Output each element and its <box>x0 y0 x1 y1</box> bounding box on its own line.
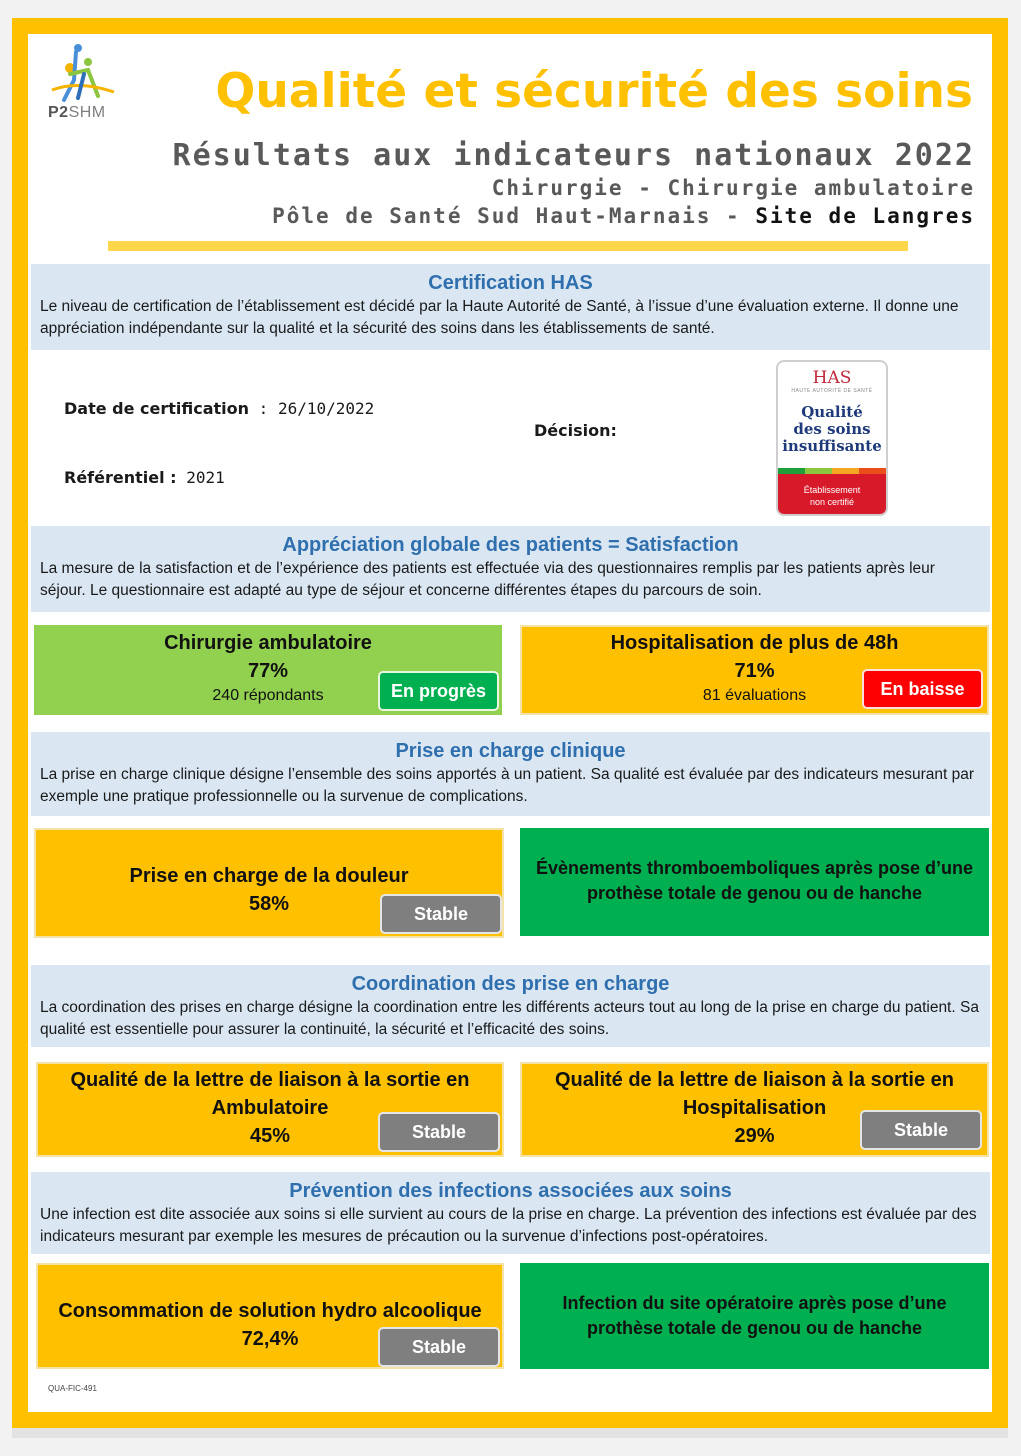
card-douleur <box>34 828 504 938</box>
card-title-line2: Ambulatoire <box>211 1097 329 1119</box>
card-infection-site-operatoire <box>520 1263 989 1369</box>
card-chirurgie-ambulatoire <box>34 625 502 715</box>
status-badge: Stable <box>378 1327 500 1367</box>
coordination-heading: Coordination des prise en charge <box>351 973 670 995</box>
decision-label: Décision: <box>534 421 617 440</box>
document-code: QUA-FIC-491 <box>48 1384 97 1393</box>
card-title: Consommation de solution hydro alcoolique <box>58 1300 482 1322</box>
logo-text: P2SHM <box>48 104 106 121</box>
card-thromboemboliques <box>520 828 989 936</box>
clinique-text: La prise en charge clinique désigne l’ensemble des soins apportés à un patient. Sa qualité est évaluée par des indicateurs mesurant par exemple une pratique professionnelle ou la survenue de complications. <box>40 766 975 805</box>
card-title: Évènements thromboemboliques après pose d’une prothèse totale de genou ou de hanche <box>535 858 974 903</box>
coordination-section <box>31 965 990 1047</box>
has-logo: HAS <box>812 368 852 388</box>
has-certification-badge <box>776 360 888 516</box>
card-hospitalisation-48h <box>520 625 989 715</box>
card-title: Prise en charge de la douleur <box>129 865 409 887</box>
has-logo-subtitle: HAUTE AUTORITÉ DE SANTÉ <box>791 388 873 394</box>
status-badge: En baisse <box>862 669 983 709</box>
specialty-line: Chirurgie - Chirurgie ambulatoire <box>491 176 975 200</box>
card-lettre-ambulatoire <box>36 1062 504 1157</box>
card-solution-hydro-alcoolique <box>36 1263 504 1369</box>
establishment-line: Pôle de Santé Sud Haut-Marnais - Site de Langres <box>272 204 975 228</box>
infections-heading: Prévention des infections associées aux soins <box>289 1180 732 1202</box>
status-badge: Stable <box>380 894 502 934</box>
card-value: 77% <box>247 660 289 682</box>
card-title-line2: Hospitalisation <box>682 1097 827 1119</box>
status-badge: En progrès <box>378 671 499 711</box>
card-lettre-hospitalisation <box>520 1062 989 1157</box>
status-badge: Stable <box>378 1112 500 1152</box>
header-divider <box>108 241 908 251</box>
site-name: Site de Langres <box>755 204 975 228</box>
card-title-line1: Qualité de la lettre de liaison à la sortie en <box>554 1069 955 1091</box>
has-decision-text: Qualité des soins insuffisante <box>782 403 882 455</box>
card-title: Infection du site opératoire après pose d’une prothèse totale de genou ou de hanche <box>562 1293 947 1338</box>
coordination-text: La coordination des prises en charge désigne la coordination entre les différents acteurs tout au long de la prise en charge du patient. Sa qualité est essentielle pour assurer la continuité, la sécurité et l’efficacité des soins. <box>40 999 979 1038</box>
infections-text: Une infection est dite associée aux soins si elle survient au cours de la prise en charge. La prévention des infections est évaluée par des indicateurs mesurant par exemple les mesures de précaution ou la survenue d’infections post-opératoires. <box>40 1206 977 1245</box>
card-title: Hospitalisation de plus de 48h <box>610 632 899 654</box>
card-sub: 240 répondants <box>212 687 324 704</box>
page-shadow <box>12 1428 1008 1438</box>
card-sub: 81 évaluations <box>702 687 807 704</box>
certification-text: Le niveau de certification de l’établissement est décidé par la Haute Autorité de Santé, à l’issue d’une évaluation externe. Il donne une appréciation indépendante sur la qualité et la sécurité des soins dans les établissements de santé. <box>40 298 959 337</box>
clinique-heading: Prise en charge clinique <box>395 740 626 762</box>
page-title: Qualité et sécurité des soins <box>215 64 973 119</box>
infections-section <box>31 1172 990 1254</box>
card-value: 71% <box>734 660 775 682</box>
card-title: Chirurgie ambulatoire <box>164 632 372 654</box>
certification-referentiel: Référentiel : 2021 <box>64 468 225 487</box>
page-subtitle: Résultats aux indicateurs nationaux 2022 <box>172 138 975 173</box>
status-badge: Stable <box>860 1110 982 1150</box>
card-title-line1: Qualité de la lettre de liaison à la sortie en <box>70 1069 470 1091</box>
satisfaction-section <box>31 526 990 612</box>
certification-section <box>31 264 990 350</box>
card-value: 72,4% <box>241 1328 299 1350</box>
card-value: 45% <box>249 1125 291 1147</box>
card-value: 58% <box>248 893 290 915</box>
satisfaction-text: La mesure de la satisfaction et de l’expérience des patients est effectuée via des questionnaires remplis par les patients après leur séjour. Le questionnaire est adapté au type de séjour et concerne différentes étapes du parcours de soin. <box>40 560 935 599</box>
has-status-footer: Établissement non certifié <box>778 474 886 516</box>
certification-date: Date de certification : 26/10/2022 <box>64 399 375 418</box>
clinique-section <box>31 732 990 816</box>
satisfaction-heading: Appréciation globale des patients = Satisfaction <box>282 534 739 556</box>
card-value: 29% <box>734 1125 775 1147</box>
certification-heading: Certification HAS <box>428 272 593 294</box>
